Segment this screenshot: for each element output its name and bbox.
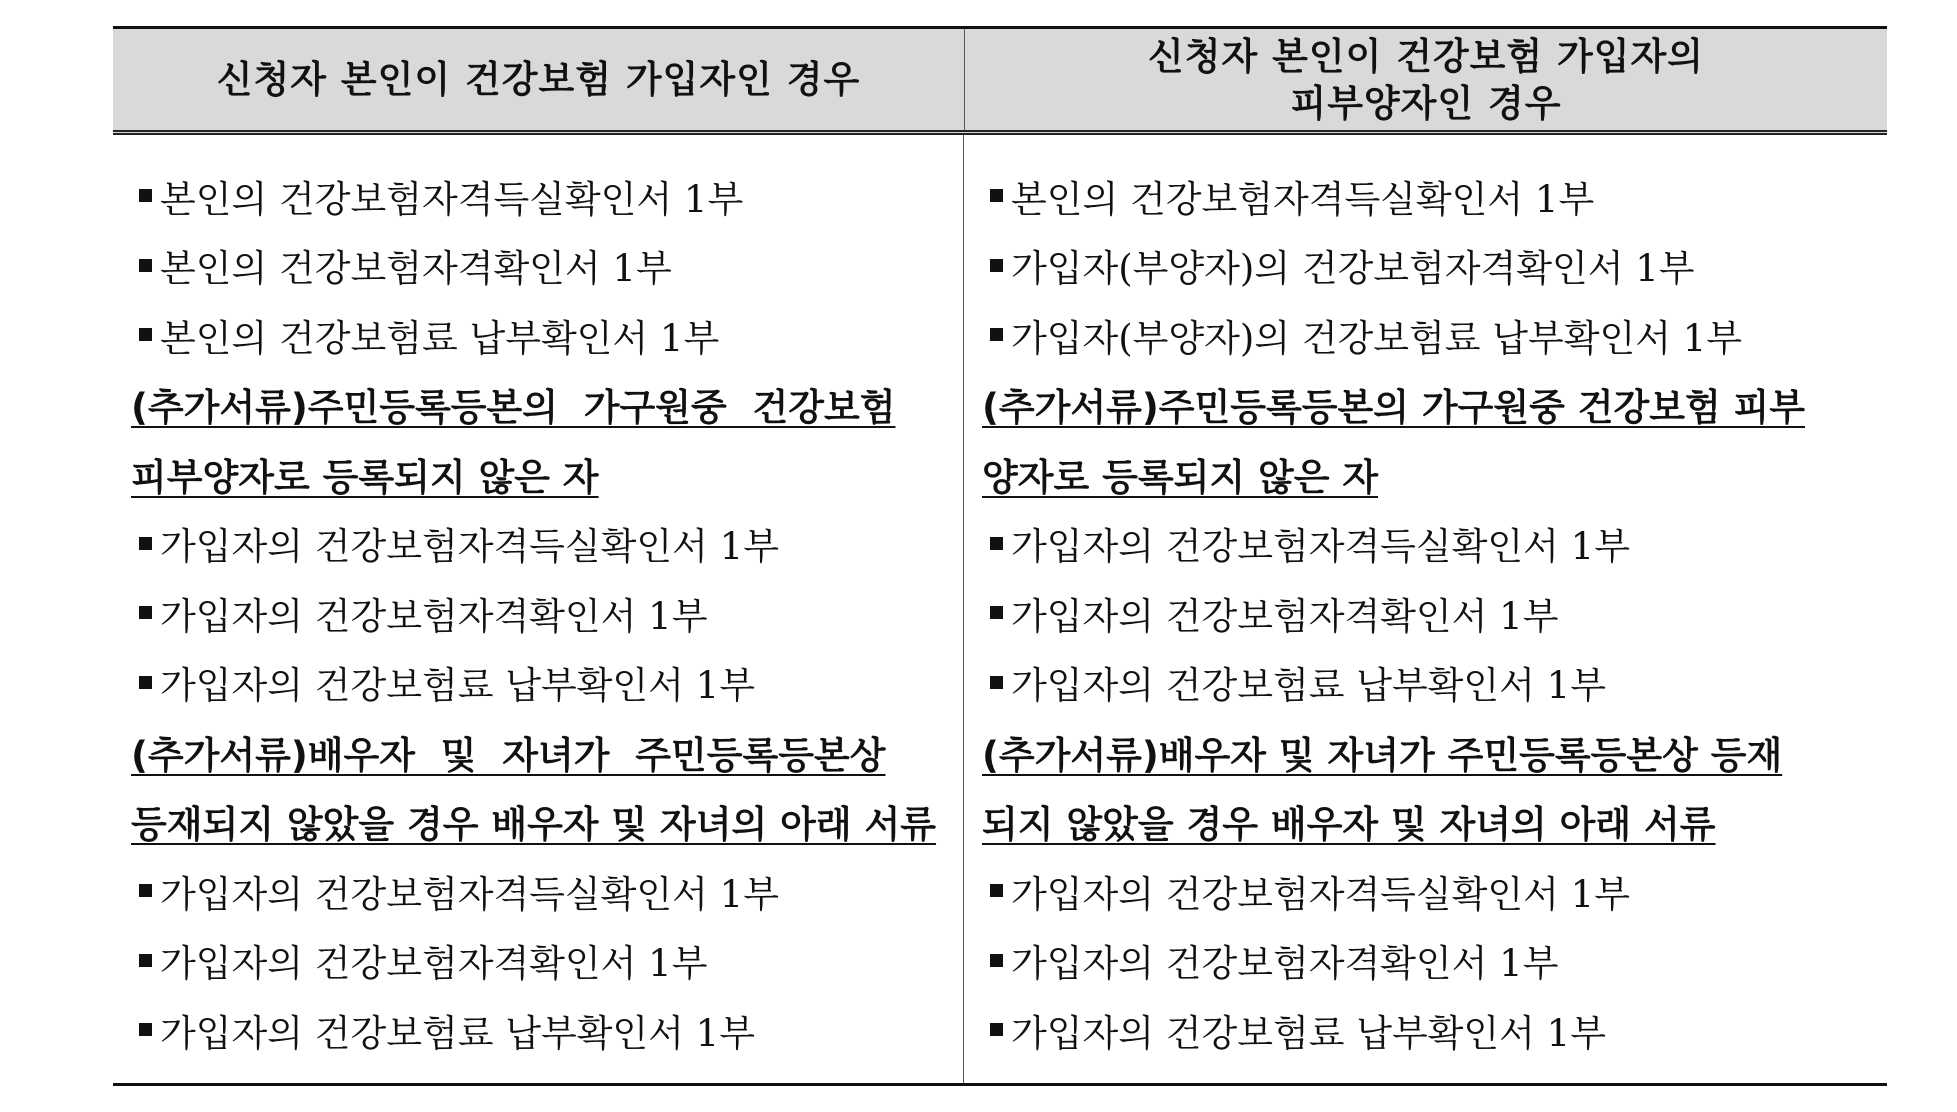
list-item bbox=[982, 856, 1873, 926]
item-text: 가입자의 건강보험자격확인서 1부 bbox=[160, 594, 708, 638]
additional-docs-note bbox=[131, 439, 949, 509]
table-header-row bbox=[113, 29, 1887, 135]
square-bullet-icon bbox=[990, 189, 1003, 202]
square-bullet-icon bbox=[990, 954, 1003, 967]
table-body-row bbox=[113, 135, 1887, 1083]
note-text: (추가서류)주민등록등본의 가구원중 건강보험 피부 bbox=[982, 386, 1806, 430]
square-bullet-icon bbox=[139, 259, 152, 272]
note-text: 등재되지 않았을 경우 배우자 및 자녀의 아래 서류 bbox=[131, 803, 937, 847]
item-text: 가입자의 건강보험자격확인서 1부 bbox=[1011, 594, 1559, 638]
item-text: 가입자의 건강보험료 납부확인서 1부 bbox=[1011, 1011, 1606, 1055]
list-item bbox=[982, 231, 1873, 301]
square-bullet-icon bbox=[139, 189, 152, 202]
item-text: 본인의 건강보험료 납부확인서 1부 bbox=[160, 316, 720, 360]
list-item bbox=[982, 509, 1873, 579]
square-bullet-icon bbox=[139, 676, 152, 689]
square-bullet-icon bbox=[990, 259, 1003, 272]
list-item bbox=[131, 231, 949, 301]
item-text: 가입자(부양자)의 건강보험자격확인서 1부 bbox=[1011, 247, 1695, 291]
item-text: 가입자의 건강보험료 납부확인서 1부 bbox=[1011, 664, 1606, 708]
list-item bbox=[131, 578, 949, 648]
note-text: (추가서류)주민등록등본의 가구원중 건강보험 bbox=[131, 386, 896, 430]
header-text: 신청자 본인이 건강보험 가입자인 경우 bbox=[216, 58, 861, 101]
list-item bbox=[982, 995, 1873, 1065]
square-bullet-icon bbox=[990, 606, 1003, 619]
item-text: 가입자의 건강보험자격득실확인서 1부 bbox=[1011, 872, 1630, 916]
list-item bbox=[131, 300, 949, 370]
note-text: (추가서류)배우자 및 자녀가 주민등록등본상 등재 bbox=[982, 733, 1783, 777]
list-item bbox=[982, 578, 1873, 648]
list-item bbox=[131, 648, 949, 718]
header-text: 피부양자인 경우 bbox=[1290, 81, 1562, 125]
item-text: 본인의 건강보험자격득실확인서 1부 bbox=[1011, 177, 1595, 221]
header-cell-dependent bbox=[965, 29, 1887, 130]
list-item bbox=[982, 161, 1873, 231]
list-item bbox=[131, 509, 949, 579]
item-text: 가입자의 건강보험자격득실확인서 1부 bbox=[1011, 525, 1630, 569]
square-bullet-icon bbox=[139, 537, 152, 550]
item-text: 가입자(부양자)의 건강보험료 납부확인서 1부 bbox=[1011, 316, 1743, 360]
square-bullet-icon bbox=[990, 884, 1003, 897]
note-text: 되지 않았을 경우 배우자 및 자녀의 아래 서류 bbox=[982, 803, 1716, 847]
note-text: 피부양자로 등록되지 않은 자 bbox=[131, 455, 599, 499]
square-bullet-icon bbox=[139, 1023, 152, 1036]
item-text: 본인의 건강보험자격확인서 1부 bbox=[160, 247, 672, 291]
document-table bbox=[113, 26, 1887, 1086]
square-bullet-icon bbox=[139, 328, 152, 341]
item-text: 가입자의 건강보험자격득실확인서 1부 bbox=[160, 525, 779, 569]
square-bullet-icon bbox=[990, 537, 1003, 550]
body-cell-insured bbox=[113, 135, 964, 1083]
item-text: 본인의 건강보험자격득실확인서 1부 bbox=[160, 177, 744, 221]
additional-docs-note bbox=[131, 717, 949, 787]
additional-docs-note bbox=[131, 370, 949, 440]
additional-docs-note bbox=[982, 439, 1873, 509]
list-item bbox=[982, 648, 1873, 718]
item-text: 가입자의 건강보험료 납부확인서 1부 bbox=[160, 664, 755, 708]
square-bullet-icon bbox=[139, 954, 152, 967]
square-bullet-icon bbox=[990, 676, 1003, 689]
additional-docs-note bbox=[982, 370, 1873, 440]
list-item bbox=[131, 995, 949, 1065]
item-text: 가입자의 건강보험료 납부확인서 1부 bbox=[160, 1011, 755, 1055]
list-item bbox=[131, 926, 949, 996]
item-text: 가입자의 건강보험자격확인서 1부 bbox=[1011, 942, 1559, 986]
square-bullet-icon bbox=[990, 1023, 1003, 1036]
additional-docs-note bbox=[131, 787, 949, 857]
header-text: 신청자 본인이 건강보험 가입자의 bbox=[1147, 34, 1705, 78]
additional-docs-note bbox=[982, 787, 1873, 857]
additional-docs-note bbox=[982, 717, 1873, 787]
note-text: 양자로 등록되지 않은 자 bbox=[982, 455, 1379, 499]
list-item bbox=[131, 161, 949, 231]
body-cell-dependent bbox=[964, 135, 1887, 1083]
item-text: 가입자의 건강보험자격득실확인서 1부 bbox=[160, 872, 779, 916]
item-text: 가입자의 건강보험자격확인서 1부 bbox=[160, 942, 708, 986]
square-bullet-icon bbox=[139, 606, 152, 619]
list-item bbox=[982, 300, 1873, 370]
square-bullet-icon bbox=[990, 328, 1003, 341]
list-item bbox=[131, 856, 949, 926]
header-cell-insured bbox=[113, 29, 965, 130]
note-text: (추가서류)배우자 및 자녀가 주민등록등본상 bbox=[131, 733, 886, 777]
square-bullet-icon bbox=[139, 884, 152, 897]
list-item bbox=[982, 926, 1873, 996]
